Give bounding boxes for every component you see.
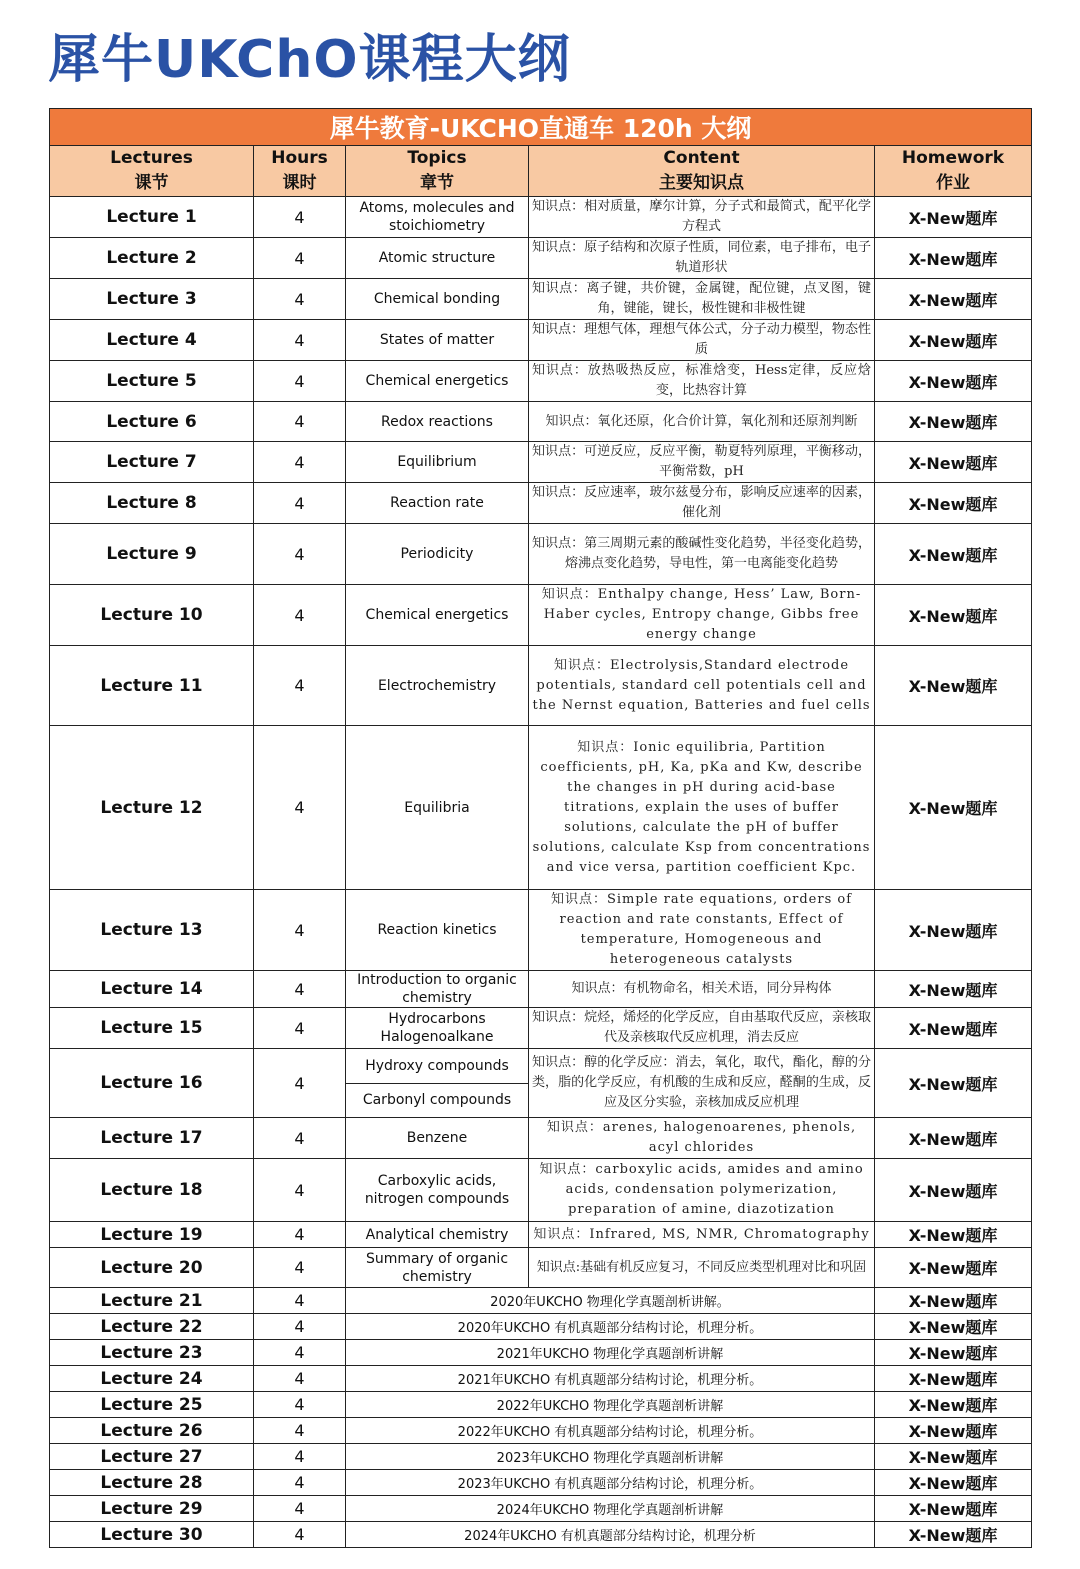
homework-cell: X-New题库 bbox=[875, 646, 1032, 726]
table-row bbox=[50, 524, 1032, 585]
table-row bbox=[50, 279, 1032, 320]
topic-cell bbox=[346, 1049, 529, 1118]
review-content-cell: 2021年UKCHO 有机真题部分结构讨论，机理分析。 bbox=[346, 1366, 875, 1392]
lecture-cell: Lecture 25 bbox=[50, 1392, 254, 1418]
homework-cell: X-New题库 bbox=[875, 1248, 1032, 1288]
content-cell: 知识点:基础有机反应复习，不同反应类型机理对比和巩固 bbox=[529, 1248, 875, 1288]
hours-cell: 4 bbox=[254, 1288, 346, 1314]
table-row bbox=[50, 1496, 1032, 1522]
lecture-cell: Lecture 29 bbox=[50, 1496, 254, 1522]
homework-cell: X-New题库 bbox=[875, 402, 1032, 442]
topic-cell: Periodicity bbox=[346, 524, 529, 585]
header-content: Content 主要知识点 bbox=[529, 146, 875, 197]
hours-cell: 4 bbox=[254, 726, 346, 890]
header-topics: Topics 章节 bbox=[346, 146, 529, 197]
lecture-cell: Lecture 24 bbox=[50, 1366, 254, 1392]
content-cell: 知识点：Ionic equilibria, Partition coefficients, pH, Ka, pKa and Kw, describe the changes in pH during acid-base titrations, explain the uses of buffer solutions, calculate the pH of buffer solutions, calculate Ksp from concentrations and vice versa, partition coefficient Kpc. bbox=[529, 726, 875, 890]
homework-cell: X-New题库 bbox=[875, 524, 1032, 585]
hours-cell: 4 bbox=[254, 1522, 346, 1548]
lecture-cell: Lecture 2 bbox=[50, 238, 254, 279]
homework-cell: X-New题库 bbox=[875, 726, 1032, 890]
table-row bbox=[50, 1340, 1032, 1366]
hours-cell: 4 bbox=[254, 483, 346, 524]
homework-cell: X-New题库 bbox=[875, 1366, 1032, 1392]
review-content-cell: 2024年UKCHO 物理化学真题剖析讲解 bbox=[346, 1496, 875, 1522]
hours-cell: 4 bbox=[254, 1008, 346, 1049]
lecture-cell: Lecture 21 bbox=[50, 1288, 254, 1314]
table-row bbox=[50, 320, 1032, 361]
homework-cell: X-New题库 bbox=[875, 197, 1032, 238]
table-row bbox=[50, 402, 1032, 442]
review-content-cell: 2021年UKCHO 物理化学真题剖析讲解 bbox=[346, 1340, 875, 1366]
topic-part: Hydroxy compounds bbox=[346, 1050, 528, 1084]
hours-cell: 4 bbox=[254, 585, 346, 646]
lecture-cell: Lecture 13 bbox=[50, 890, 254, 971]
table-row bbox=[50, 971, 1032, 1008]
table-row bbox=[50, 1248, 1032, 1288]
hours-cell: 4 bbox=[254, 1049, 346, 1118]
lecture-cell: Lecture 8 bbox=[50, 483, 254, 524]
content-cell: 知识点：有机物命名，相关术语，同分异构体 bbox=[529, 971, 875, 1008]
lecture-cell: Lecture 17 bbox=[50, 1118, 254, 1159]
content-cell: 知识点：可逆反应，反应平衡，勒夏特列原理，平衡移动，平衡常数，pH bbox=[529, 442, 875, 483]
hours-cell: 4 bbox=[254, 1418, 346, 1444]
table-row bbox=[50, 1222, 1032, 1248]
topic-cell: Chemical energetics bbox=[346, 361, 529, 402]
homework-cell: X-New题库 bbox=[875, 279, 1032, 320]
topic-cell: Equilibria bbox=[346, 726, 529, 890]
hours-cell: 4 bbox=[254, 238, 346, 279]
homework-cell: X-New题库 bbox=[875, 1496, 1032, 1522]
table-row bbox=[50, 483, 1032, 524]
topic-cell: Electrochemistry bbox=[346, 646, 529, 726]
table-row bbox=[50, 361, 1032, 402]
table-row bbox=[50, 442, 1032, 483]
review-content-cell: 2022年UKCHO 物理化学真题剖析讲解 bbox=[346, 1392, 875, 1418]
content-cell: 知识点：理想气体，理想气体公式，分子动力模型，物态性质 bbox=[529, 320, 875, 361]
topic-cell: Reaction rate bbox=[346, 483, 529, 524]
hours-cell: 4 bbox=[254, 1340, 346, 1366]
hours-cell: 4 bbox=[254, 1366, 346, 1392]
lecture-cell: Lecture 27 bbox=[50, 1444, 254, 1470]
hours-cell: 4 bbox=[254, 1248, 346, 1288]
lecture-cell: Lecture 19 bbox=[50, 1222, 254, 1248]
table-row bbox=[50, 585, 1032, 646]
homework-cell: X-New题库 bbox=[875, 971, 1032, 1008]
content-cell: 知识点：Enthalpy change, Hess’ Law, Born-Haber cycles, Entropy change, Gibbs free energy change bbox=[529, 585, 875, 646]
review-content-cell: 2020年UKCHO 有机真题部分结构讨论，机理分析。 bbox=[346, 1314, 875, 1340]
content-cell: 知识点：原子结构和次原子性质，同位素，电子排布，电子轨道形状 bbox=[529, 238, 875, 279]
table-row bbox=[50, 890, 1032, 971]
review-content-cell: 2022年UKCHO 有机真题部分结构讨论，机理分析。 bbox=[346, 1418, 875, 1444]
lecture-cell: Lecture 30 bbox=[50, 1522, 254, 1548]
lecture-cell: Lecture 26 bbox=[50, 1418, 254, 1444]
topic-cell: Carboxylic acids, nitrogen compounds bbox=[346, 1159, 529, 1222]
table-row bbox=[50, 1366, 1032, 1392]
topic-cell: Analytical chemistry bbox=[346, 1222, 529, 1248]
content-cell: 知识点：carboxylic acids, amides and amino acids, condensation polymerization, preparation of amine, diazotization bbox=[529, 1159, 875, 1222]
homework-cell: X-New题库 bbox=[875, 1418, 1032, 1444]
content-cell: 知识点：放热吸热反应，标准焓变，Hess定律，反应焓变，比热容计算 bbox=[529, 361, 875, 402]
header-homework: Homework 作业 bbox=[875, 146, 1032, 197]
hours-cell: 4 bbox=[254, 1392, 346, 1418]
homework-cell: X-New题库 bbox=[875, 1340, 1032, 1366]
hours-cell: 4 bbox=[254, 402, 346, 442]
table-row bbox=[50, 1008, 1032, 1049]
homework-cell: X-New题库 bbox=[875, 1159, 1032, 1222]
hours-cell: 4 bbox=[254, 1222, 346, 1248]
lecture-cell: Lecture 5 bbox=[50, 361, 254, 402]
content-cell: 知识点：醇的化学反应：消去，氧化，取代，酯化，醇的分类，脂的化学反应，有机酸的生成和反应，醛酮的生成，反应及区分实验，亲核加成反应机理 bbox=[529, 1049, 875, 1118]
topic-cell: Chemical bonding bbox=[346, 279, 529, 320]
lecture-cell: Lecture 14 bbox=[50, 971, 254, 1008]
topic-cell: Atomic structure bbox=[346, 238, 529, 279]
table-row bbox=[50, 1392, 1032, 1418]
lecture-cell: Lecture 23 bbox=[50, 1340, 254, 1366]
table-row bbox=[50, 1049, 1032, 1118]
table-row bbox=[50, 1418, 1032, 1444]
topic-part: Carbonyl compounds bbox=[362, 1092, 512, 1108]
page-title: 犀牛UKChO课程大纲 bbox=[48, 30, 571, 90]
lecture-cell: Lecture 22 bbox=[50, 1314, 254, 1340]
table-row bbox=[50, 646, 1032, 726]
lecture-cell: Lecture 15 bbox=[50, 1008, 254, 1049]
lecture-cell: Lecture 16 bbox=[50, 1049, 254, 1118]
hours-cell: 4 bbox=[254, 1159, 346, 1222]
review-content-cell: 2020年UKCHO 物理化学真题剖析讲解。 bbox=[346, 1288, 875, 1314]
content-cell: 知识点：Electrolysis,Standard electrode potentials, standard cell potentials cell and the Nernst equation, Batteries and fuel cells bbox=[529, 646, 875, 726]
lecture-cell: Lecture 1 bbox=[50, 197, 254, 238]
content-cell: 知识点：arenes, halogenoarenes, phenols, acyl chlorides bbox=[529, 1118, 875, 1159]
homework-cell: X-New题库 bbox=[875, 1288, 1032, 1314]
homework-cell: X-New题库 bbox=[875, 1049, 1032, 1118]
topic-cell: States of matter bbox=[346, 320, 529, 361]
content-cell: 知识点：Infrared, MS, NMR, Chromatography bbox=[529, 1222, 875, 1248]
lecture-cell: Lecture 10 bbox=[50, 585, 254, 646]
topic-cell: Reaction kinetics bbox=[346, 890, 529, 971]
table-row bbox=[50, 1159, 1032, 1222]
topic-cell: Benzene bbox=[346, 1118, 529, 1159]
lecture-cell: Lecture 4 bbox=[50, 320, 254, 361]
review-content-cell: 2024年UKCHO 有机真题部分结构讨论，机理分析 bbox=[346, 1522, 875, 1548]
lecture-cell: Lecture 11 bbox=[50, 646, 254, 726]
hours-cell: 4 bbox=[254, 197, 346, 238]
hours-cell: 4 bbox=[254, 971, 346, 1008]
hours-cell: 4 bbox=[254, 1496, 346, 1522]
homework-cell: X-New题库 bbox=[875, 1444, 1032, 1470]
homework-cell: X-New题库 bbox=[875, 361, 1032, 402]
content-cell: 知识点：氧化还原，化合价计算，氧化剂和还原剂判断 bbox=[529, 402, 875, 442]
topic-cell: Redox reactions bbox=[346, 402, 529, 442]
hours-cell: 4 bbox=[254, 890, 346, 971]
homework-cell: X-New题库 bbox=[875, 1008, 1032, 1049]
table-row bbox=[50, 1314, 1032, 1340]
table-row bbox=[50, 726, 1032, 890]
lecture-cell: Lecture 28 bbox=[50, 1470, 254, 1496]
homework-cell: X-New题库 bbox=[875, 890, 1032, 971]
topic-cell: Summary of organic chemistry bbox=[346, 1248, 529, 1288]
table-row bbox=[50, 238, 1032, 279]
table-row bbox=[50, 1470, 1032, 1496]
homework-cell: X-New题库 bbox=[875, 483, 1032, 524]
homework-cell: X-New题库 bbox=[875, 320, 1032, 361]
topic-cell: Hydrocarbons Halogenoalkane bbox=[346, 1008, 529, 1049]
hours-cell: 4 bbox=[254, 361, 346, 402]
content-cell: 知识点：Simple rate equations, orders of reaction and rate constants, Effect of temperature, Homogeneous and heterogeneous catalysts bbox=[529, 890, 875, 971]
homework-cell: X-New题库 bbox=[875, 1222, 1032, 1248]
content-cell: 知识点：离子键，共价键，金属键，配位键，点叉图，键角，键能，键长，极性键和非极性键 bbox=[529, 279, 875, 320]
lecture-cell: Lecture 3 bbox=[50, 279, 254, 320]
hours-cell: 4 bbox=[254, 646, 346, 726]
lecture-cell: Lecture 20 bbox=[50, 1248, 254, 1288]
homework-cell: X-New题库 bbox=[875, 1118, 1032, 1159]
content-cell: 知识点：相对质量，摩尔计算，分子式和最简式，配平化学方程式 bbox=[529, 197, 875, 238]
table-row bbox=[50, 197, 1032, 238]
topic-cell: Introduction to organic chemistry bbox=[346, 971, 529, 1008]
table-row bbox=[50, 1118, 1032, 1159]
homework-cell: X-New题库 bbox=[875, 442, 1032, 483]
homework-cell: X-New题库 bbox=[875, 1314, 1032, 1340]
content-cell: 知识点：第三周期元素的酸碱性变化趋势，半径变化趋势，熔沸点变化趋势，导电性，第一电离能变化趋势 bbox=[529, 524, 875, 585]
homework-cell: X-New题库 bbox=[875, 1470, 1032, 1496]
table-body bbox=[50, 197, 1032, 1548]
homework-cell: X-New题库 bbox=[875, 585, 1032, 646]
topic-cell: Atoms, molecules and stoichiometry bbox=[346, 197, 529, 238]
hours-cell: 4 bbox=[254, 1118, 346, 1159]
hours-cell: 4 bbox=[254, 1470, 346, 1496]
topic-cell: Chemical energetics bbox=[346, 585, 529, 646]
lecture-cell: Lecture 6 bbox=[50, 402, 254, 442]
topic-cell: Equilibrium bbox=[346, 442, 529, 483]
header-hours: Hours 课时 bbox=[254, 146, 346, 197]
table-row bbox=[50, 1522, 1032, 1548]
content-cell: 知识点：反应速率，玻尔兹曼分布，影响反应速率的因素，催化剂 bbox=[529, 483, 875, 524]
table-row bbox=[50, 1444, 1032, 1470]
syllabus-table bbox=[49, 108, 1032, 1548]
hours-cell: 4 bbox=[254, 1444, 346, 1470]
hours-cell: 4 bbox=[254, 320, 346, 361]
hours-cell: 4 bbox=[254, 524, 346, 585]
header-lectures: Lectures 课节 bbox=[50, 146, 254, 197]
hours-cell: 4 bbox=[254, 1314, 346, 1340]
table-row bbox=[50, 1288, 1032, 1314]
review-content-cell: 2023年UKCHO 有机真题部分结构讨论，机理分析。 bbox=[346, 1470, 875, 1496]
review-content-cell: 2023年UKCHO 物理化学真题剖析讲解 bbox=[346, 1444, 875, 1470]
homework-cell: X-New题库 bbox=[875, 1522, 1032, 1548]
homework-cell: X-New题库 bbox=[875, 1392, 1032, 1418]
hours-cell: 4 bbox=[254, 279, 346, 320]
content-cell: 知识点：烷烃，烯烃的化学反应，自由基取代反应，亲核取代及亲核取代反应机理，消去反应 bbox=[529, 1008, 875, 1049]
homework-cell: X-New题库 bbox=[875, 238, 1032, 279]
lecture-cell: Lecture 12 bbox=[50, 726, 254, 890]
lecture-cell: Lecture 9 bbox=[50, 524, 254, 585]
lecture-cell: Lecture 7 bbox=[50, 442, 254, 483]
lecture-cell: Lecture 18 bbox=[50, 1159, 254, 1222]
hours-cell: 4 bbox=[254, 442, 346, 483]
table-banner: 犀牛教育-UKCHO直通车 120h 大纲 bbox=[50, 109, 1032, 146]
